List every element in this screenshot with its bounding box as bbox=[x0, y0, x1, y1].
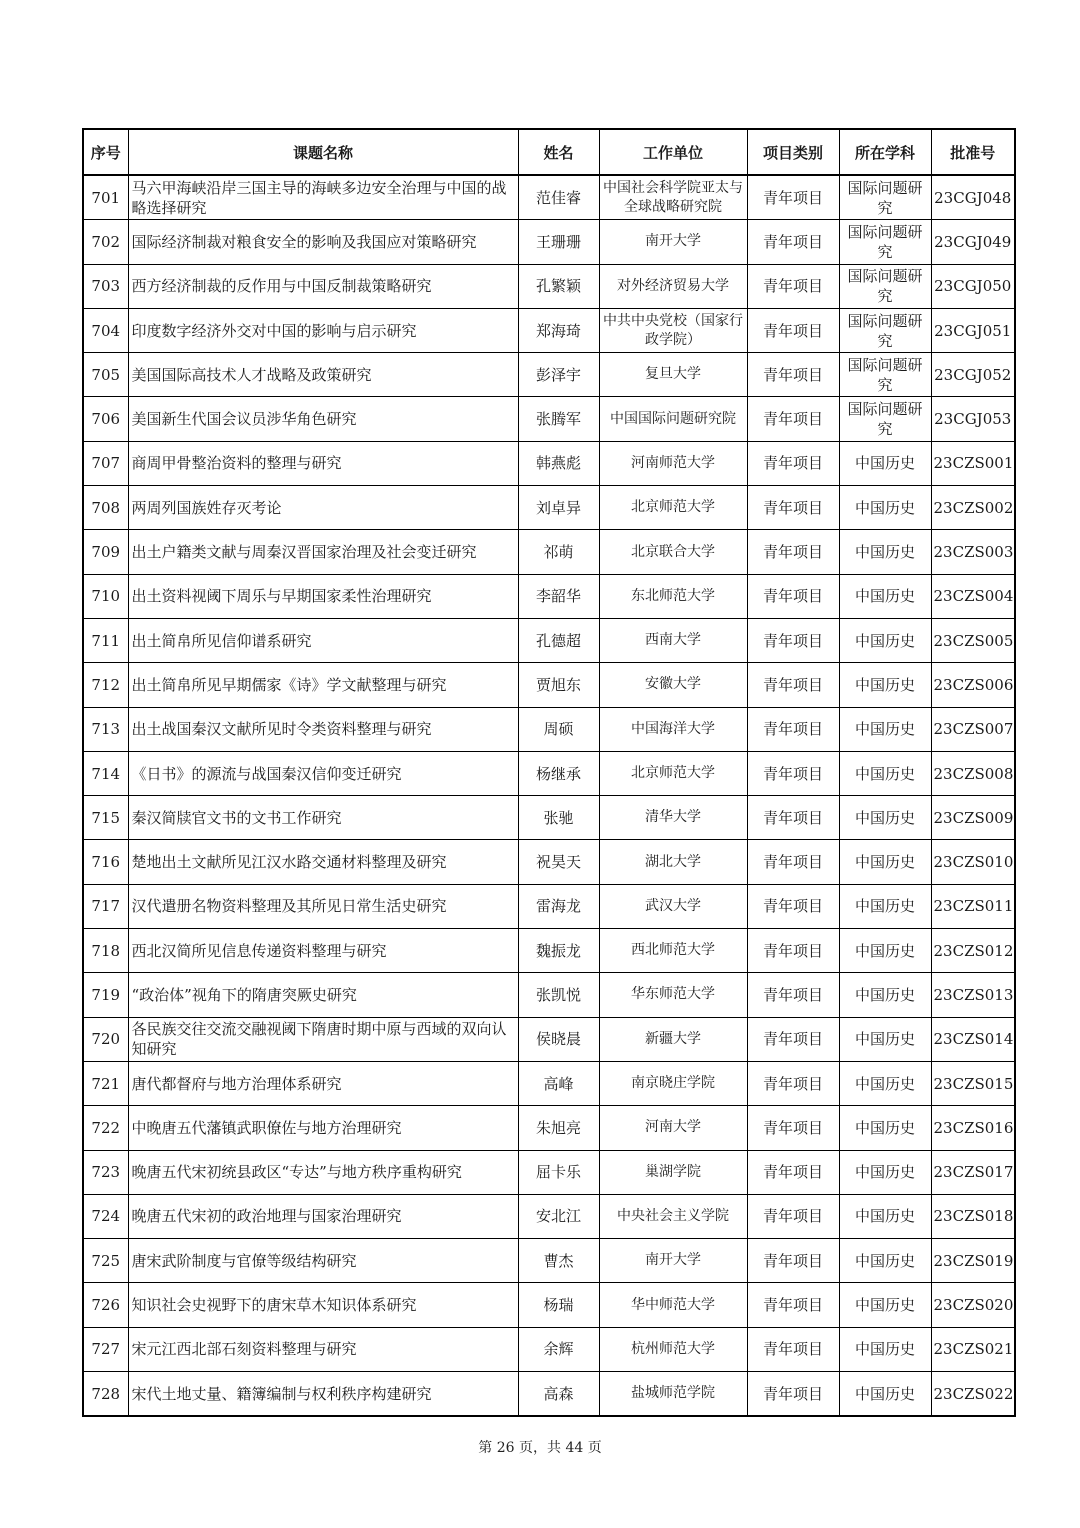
table-row bbox=[83, 264, 1015, 308]
cell-org: 中国国际问题研究院 bbox=[599, 397, 747, 441]
cell-org: 南京晓庄学院 bbox=[599, 1061, 747, 1105]
table-row bbox=[83, 1061, 1015, 1105]
cell-no: 708 bbox=[83, 486, 128, 530]
table-row bbox=[83, 441, 1015, 485]
cell-code: 23CZS007 bbox=[931, 707, 1015, 751]
cell-code: 23CZS014 bbox=[931, 1017, 1015, 1061]
cell-no: 719 bbox=[83, 973, 128, 1017]
cell-no: 726 bbox=[83, 1283, 128, 1327]
cell-org: 湖北大学 bbox=[599, 840, 747, 884]
cell-name: 杨继承 bbox=[518, 751, 599, 795]
cell-subject: 国际问题研究 bbox=[839, 220, 931, 264]
cell-name: 屈卡乐 bbox=[518, 1150, 599, 1194]
cell-category: 青年项目 bbox=[747, 707, 839, 751]
cell-category: 青年项目 bbox=[747, 175, 839, 220]
cell-org: 西南大学 bbox=[599, 618, 747, 662]
cell-title: 出土资料视阈下周乐与早期国家柔性治理研究 bbox=[128, 574, 518, 618]
cell-title: 唐宋武阶制度与官僚等级结构研究 bbox=[128, 1239, 518, 1283]
cell-name: 孔繁颖 bbox=[518, 264, 599, 308]
table-row bbox=[83, 308, 1015, 352]
cell-code: 23CZS005 bbox=[931, 618, 1015, 662]
cell-title: 出土简帛所见早期儒家《诗》学文献整理与研究 bbox=[128, 663, 518, 707]
header-name: 姓名 bbox=[518, 129, 599, 175]
cell-subject: 国际问题研究 bbox=[839, 397, 931, 441]
cell-org: 武汉大学 bbox=[599, 884, 747, 928]
cell-name: 张驰 bbox=[518, 796, 599, 840]
cell-title: 晚唐五代宋初的政治地理与国家治理研究 bbox=[128, 1194, 518, 1238]
cell-code: 23CZS019 bbox=[931, 1239, 1015, 1283]
cell-category: 青年项目 bbox=[747, 1327, 839, 1371]
cell-subject: 中国历史 bbox=[839, 1283, 931, 1327]
cell-title: 西方经济制裁的反作用与中国反制裁策略研究 bbox=[128, 264, 518, 308]
table-row bbox=[83, 574, 1015, 618]
cell-subject: 中国历史 bbox=[839, 1372, 931, 1417]
cell-code: 23CZS009 bbox=[931, 796, 1015, 840]
cell-org: 河南大学 bbox=[599, 1106, 747, 1150]
header-category: 项目类别 bbox=[747, 129, 839, 175]
cell-title: 印度数字经济外交对中国的影响与启示研究 bbox=[128, 308, 518, 352]
cell-code: 23CGJ048 bbox=[931, 175, 1015, 220]
cell-category: 青年项目 bbox=[747, 264, 839, 308]
table-row bbox=[83, 973, 1015, 1017]
cell-name: 安北江 bbox=[518, 1194, 599, 1238]
cell-subject: 国际问题研究 bbox=[839, 353, 931, 397]
cell-subject: 国际问题研究 bbox=[839, 308, 931, 352]
cell-title: 晚唐五代宋初统县政区“专达”与地方秩序重构研究 bbox=[128, 1150, 518, 1194]
table-row bbox=[83, 884, 1015, 928]
cell-no: 707 bbox=[83, 441, 128, 485]
cell-category: 青年项目 bbox=[747, 1150, 839, 1194]
cell-no: 716 bbox=[83, 840, 128, 884]
cell-category: 青年项目 bbox=[747, 530, 839, 574]
cell-org: 北京联合大学 bbox=[599, 530, 747, 574]
cell-code: 23CZS022 bbox=[931, 1372, 1015, 1417]
cell-subject: 中国历史 bbox=[839, 618, 931, 662]
cell-code: 23CZS004 bbox=[931, 574, 1015, 618]
cell-title: 美国新生代国会议员涉华角色研究 bbox=[128, 397, 518, 441]
cell-no: 727 bbox=[83, 1327, 128, 1371]
cell-no: 722 bbox=[83, 1106, 128, 1150]
cell-category: 青年项目 bbox=[747, 929, 839, 973]
table-row bbox=[83, 1106, 1015, 1150]
cell-org: 中央社会主义学院 bbox=[599, 1194, 747, 1238]
cell-title: 楚地出土文献所见江汉水路交通材料整理及研究 bbox=[128, 840, 518, 884]
cell-name: 周硕 bbox=[518, 707, 599, 751]
page-number: 第 26 页，共 44 页 bbox=[478, 1440, 602, 1456]
cell-org: 清华大学 bbox=[599, 796, 747, 840]
cell-org: 北京师范大学 bbox=[599, 486, 747, 530]
cell-name: 曹杰 bbox=[518, 1239, 599, 1283]
cell-code: 23CZS018 bbox=[931, 1194, 1015, 1238]
cell-code: 23CZS017 bbox=[931, 1150, 1015, 1194]
cell-subject: 中国历史 bbox=[839, 530, 931, 574]
cell-subject: 中国历史 bbox=[839, 441, 931, 485]
cell-no: 703 bbox=[83, 264, 128, 308]
cell-name: 郑海琦 bbox=[518, 308, 599, 352]
cell-title: “政治体”视角下的隋唐突厥史研究 bbox=[128, 973, 518, 1017]
cell-title: 知识社会史视野下的唐宋草木知识体系研究 bbox=[128, 1283, 518, 1327]
cell-no: 702 bbox=[83, 220, 128, 264]
cell-category: 青年项目 bbox=[747, 1194, 839, 1238]
cell-no: 711 bbox=[83, 618, 128, 662]
cell-title: 宋元江西北部石刻资料整理与研究 bbox=[128, 1327, 518, 1371]
cell-title: 两周列国族姓存灭考论 bbox=[128, 486, 518, 530]
cell-name: 祝昊天 bbox=[518, 840, 599, 884]
cell-org: 西北师范大学 bbox=[599, 929, 747, 973]
cell-title: 秦汉简牍官文书的文书工作研究 bbox=[128, 796, 518, 840]
cell-category: 青年项目 bbox=[747, 308, 839, 352]
cell-subject: 中国历史 bbox=[839, 707, 931, 751]
cell-no: 728 bbox=[83, 1372, 128, 1417]
cell-title: 出土简帛所见信仰谱系研究 bbox=[128, 618, 518, 662]
table-row bbox=[83, 1283, 1015, 1327]
cell-no: 701 bbox=[83, 175, 128, 220]
cell-code: 23CZS010 bbox=[931, 840, 1015, 884]
cell-no: 704 bbox=[83, 308, 128, 352]
cell-subject: 中国历史 bbox=[839, 884, 931, 928]
cell-code: 23CZS011 bbox=[931, 884, 1015, 928]
cell-no: 725 bbox=[83, 1239, 128, 1283]
cell-name: 高森 bbox=[518, 1372, 599, 1417]
cell-name: 张腾军 bbox=[518, 397, 599, 441]
cell-category: 青年项目 bbox=[747, 973, 839, 1017]
cell-category: 青年项目 bbox=[747, 1106, 839, 1150]
cell-name: 李韶华 bbox=[518, 574, 599, 618]
table-row bbox=[83, 353, 1015, 397]
cell-category: 青年项目 bbox=[747, 441, 839, 485]
cell-name: 韩燕彪 bbox=[518, 441, 599, 485]
cell-org: 华东师范大学 bbox=[599, 973, 747, 1017]
cell-name: 魏振龙 bbox=[518, 929, 599, 973]
cell-no: 721 bbox=[83, 1061, 128, 1105]
cell-subject: 中国历史 bbox=[839, 663, 931, 707]
cell-org: 河南师范大学 bbox=[599, 441, 747, 485]
cell-subject: 中国历史 bbox=[839, 796, 931, 840]
cell-name: 张凯悦 bbox=[518, 973, 599, 1017]
cell-code: 23CGJ053 bbox=[931, 397, 1015, 441]
cell-name: 刘卓异 bbox=[518, 486, 599, 530]
cell-code: 23CGJ052 bbox=[931, 353, 1015, 397]
table-row bbox=[83, 618, 1015, 662]
cell-category: 青年项目 bbox=[747, 618, 839, 662]
cell-org: 巢湖学院 bbox=[599, 1150, 747, 1194]
cell-subject: 中国历史 bbox=[839, 1150, 931, 1194]
cell-subject: 国际问题研究 bbox=[839, 264, 931, 308]
cell-no: 717 bbox=[83, 884, 128, 928]
cell-no: 715 bbox=[83, 796, 128, 840]
cell-org: 东北师范大学 bbox=[599, 574, 747, 618]
cell-subject: 中国历史 bbox=[839, 1239, 931, 1283]
cell-subject: 中国历史 bbox=[839, 973, 931, 1017]
cell-org: 南开大学 bbox=[599, 220, 747, 264]
cell-no: 710 bbox=[83, 574, 128, 618]
cell-org: 盐城师范学院 bbox=[599, 1372, 747, 1417]
cell-no: 720 bbox=[83, 1017, 128, 1061]
cell-code: 23CGJ051 bbox=[931, 308, 1015, 352]
cell-org: 杭州师范大学 bbox=[599, 1327, 747, 1371]
cell-category: 青年项目 bbox=[747, 1239, 839, 1283]
cell-title: 宋代土地丈量、籍簿编制与权利秩序构建研究 bbox=[128, 1372, 518, 1417]
cell-code: 23CZS001 bbox=[931, 441, 1015, 485]
cell-code: 23CZS016 bbox=[931, 1106, 1015, 1150]
table-row bbox=[83, 663, 1015, 707]
header-subject: 所在学科 bbox=[839, 129, 931, 175]
table-row bbox=[83, 929, 1015, 973]
cell-code: 23CZS006 bbox=[931, 663, 1015, 707]
cell-subject: 中国历史 bbox=[839, 929, 931, 973]
cell-category: 青年项目 bbox=[747, 840, 839, 884]
cell-category: 青年项目 bbox=[747, 486, 839, 530]
cell-title: 出土战国秦汉文献所见时令类资料整理与研究 bbox=[128, 707, 518, 751]
cell-category: 青年项目 bbox=[747, 397, 839, 441]
cell-subject: 中国历史 bbox=[839, 751, 931, 795]
cell-name: 孔德超 bbox=[518, 618, 599, 662]
cell-category: 青年项目 bbox=[747, 796, 839, 840]
cell-title: 马六甲海峡沿岸三国主导的海峡多边安全治理与中国的战略选择研究 bbox=[128, 175, 518, 220]
cell-title: 汉代遣册名物资料整理及其所见日常生活史研究 bbox=[128, 884, 518, 928]
table-row bbox=[83, 486, 1015, 530]
table-row bbox=[83, 840, 1015, 884]
table-row bbox=[83, 220, 1015, 264]
cell-code: 23CZS003 bbox=[931, 530, 1015, 574]
cell-subject: 中国历史 bbox=[839, 486, 931, 530]
cell-org: 华中师范大学 bbox=[599, 1283, 747, 1327]
cell-subject: 中国历史 bbox=[839, 1061, 931, 1105]
cell-org: 对外经济贸易大学 bbox=[599, 264, 747, 308]
cell-no: 724 bbox=[83, 1194, 128, 1238]
cell-category: 青年项目 bbox=[747, 751, 839, 795]
cell-title: 《日书》的源流与战国秦汉信仰变迁研究 bbox=[128, 751, 518, 795]
cell-title: 唐代都督府与地方治理体系研究 bbox=[128, 1061, 518, 1105]
cell-org: 中国社会科学院亚太与全球战略研究院 bbox=[599, 175, 747, 220]
table-row bbox=[83, 707, 1015, 751]
table-row bbox=[83, 1372, 1015, 1417]
cell-org: 南开大学 bbox=[599, 1239, 747, 1283]
cell-code: 23CZS012 bbox=[931, 929, 1015, 973]
cell-title: 商周甲骨整治资料的整理与研究 bbox=[128, 441, 518, 485]
cell-title: 西北汉简所见信息传递资料整理与研究 bbox=[128, 929, 518, 973]
cell-org: 复旦大学 bbox=[599, 353, 747, 397]
cell-category: 青年项目 bbox=[747, 1283, 839, 1327]
cell-subject: 中国历史 bbox=[839, 840, 931, 884]
cell-org: 新疆大学 bbox=[599, 1017, 747, 1061]
cell-name: 王珊珊 bbox=[518, 220, 599, 264]
cell-code: 23CGJ049 bbox=[931, 220, 1015, 264]
cell-name: 高峰 bbox=[518, 1061, 599, 1105]
cell-subject: 中国历史 bbox=[839, 574, 931, 618]
cell-name: 侯晓晨 bbox=[518, 1017, 599, 1061]
project-list-table bbox=[82, 128, 1016, 1417]
cell-no: 718 bbox=[83, 929, 128, 973]
cell-title: 国际经济制裁对粮食安全的影响及我国应对策略研究 bbox=[128, 220, 518, 264]
header-no: 序号 bbox=[83, 129, 128, 175]
cell-subject: 中国历史 bbox=[839, 1106, 931, 1150]
table-row bbox=[83, 796, 1015, 840]
cell-category: 青年项目 bbox=[747, 1061, 839, 1105]
cell-name: 彭泽宇 bbox=[518, 353, 599, 397]
cell-title: 各民族交往交流交融视阈下隋唐时期中原与西域的双向认知研究 bbox=[128, 1017, 518, 1061]
cell-name: 余辉 bbox=[518, 1327, 599, 1371]
header-code: 批准号 bbox=[931, 129, 1015, 175]
cell-org: 中共中央党校（国家行政学院） bbox=[599, 308, 747, 352]
table-row bbox=[83, 397, 1015, 441]
table-row bbox=[83, 751, 1015, 795]
cell-code: 23CGJ050 bbox=[931, 264, 1015, 308]
cell-no: 706 bbox=[83, 397, 128, 441]
cell-subject: 中国历史 bbox=[839, 1194, 931, 1238]
cell-no: 723 bbox=[83, 1150, 128, 1194]
cell-name: 雷海龙 bbox=[518, 884, 599, 928]
table-row bbox=[83, 1327, 1015, 1371]
cell-category: 青年项目 bbox=[747, 663, 839, 707]
cell-name: 杨瑞 bbox=[518, 1283, 599, 1327]
cell-code: 23CZS002 bbox=[931, 486, 1015, 530]
cell-no: 713 bbox=[83, 707, 128, 751]
cell-category: 青年项目 bbox=[747, 574, 839, 618]
cell-name: 贾旭东 bbox=[518, 663, 599, 707]
cell-code: 23CZS020 bbox=[931, 1283, 1015, 1327]
table-row bbox=[83, 1194, 1015, 1238]
cell-category: 青年项目 bbox=[747, 884, 839, 928]
cell-code: 23CZS008 bbox=[931, 751, 1015, 795]
cell-subject: 国际问题研究 bbox=[839, 175, 931, 220]
cell-no: 709 bbox=[83, 530, 128, 574]
cell-title: 出土户籍类文献与周秦汉晋国家治理及社会变迁研究 bbox=[128, 530, 518, 574]
cell-code: 23CZS013 bbox=[931, 973, 1015, 1017]
cell-no: 714 bbox=[83, 751, 128, 795]
cell-category: 青年项目 bbox=[747, 1372, 839, 1417]
cell-subject: 中国历史 bbox=[839, 1327, 931, 1371]
table-row bbox=[83, 1017, 1015, 1061]
cell-category: 青年项目 bbox=[747, 353, 839, 397]
cell-org: 北京师范大学 bbox=[599, 751, 747, 795]
header-title: 课题名称 bbox=[128, 129, 518, 175]
cell-org: 中国海洋大学 bbox=[599, 707, 747, 751]
cell-name: 朱旭亮 bbox=[518, 1106, 599, 1150]
table-header bbox=[83, 129, 1015, 175]
cell-category: 青年项目 bbox=[747, 220, 839, 264]
table-row bbox=[83, 530, 1015, 574]
table-row bbox=[83, 175, 1015, 220]
cell-code: 23CZS015 bbox=[931, 1061, 1015, 1105]
cell-title: 美国国际高技术人才战略及政策研究 bbox=[128, 353, 518, 397]
cell-name: 祁萌 bbox=[518, 530, 599, 574]
cell-name: 范佳睿 bbox=[518, 175, 599, 220]
table-body bbox=[83, 175, 1015, 1416]
header-org: 工作单位 bbox=[599, 129, 747, 175]
cell-title: 中晚唐五代藩镇武职僚佐与地方治理研究 bbox=[128, 1106, 518, 1150]
cell-no: 705 bbox=[83, 353, 128, 397]
table-row bbox=[83, 1150, 1015, 1194]
table-row bbox=[83, 1239, 1015, 1283]
cell-subject: 中国历史 bbox=[839, 1017, 931, 1061]
header-row bbox=[83, 129, 1015, 175]
cell-code: 23CZS021 bbox=[931, 1327, 1015, 1371]
cell-category: 青年项目 bbox=[747, 1017, 839, 1061]
cell-no: 712 bbox=[83, 663, 128, 707]
cell-org: 安徽大学 bbox=[599, 663, 747, 707]
